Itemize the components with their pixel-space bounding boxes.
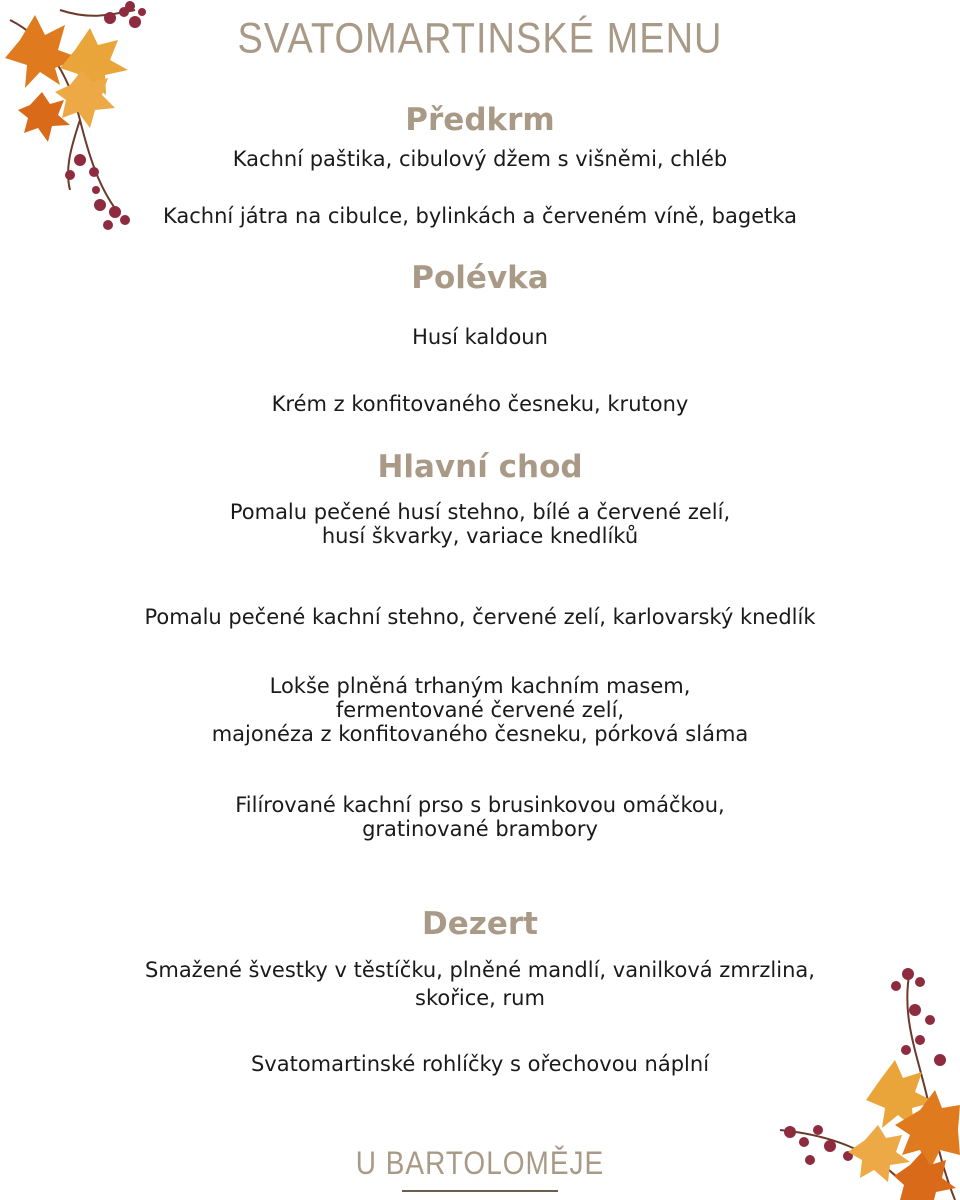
menu-item: Kachní paštika, cibulový džem s višněmi, chléb bbox=[232, 147, 728, 171]
footer-underline bbox=[402, 1190, 558, 1192]
section-heading-polevka: Polévka bbox=[411, 260, 549, 296]
menu-item: Husí kaldoun bbox=[412, 325, 548, 349]
restaurant-footer bbox=[0, 1145, 960, 1192]
menu-item: Smažené švestky v těstíčku, plněné mandlí, vanilková zmrzlina, skořice, rum bbox=[145, 958, 815, 1010]
menu-item: Svatomartinské rohlíčky s ořechovou náplní bbox=[250, 1052, 710, 1076]
menu-item: Pomalu pečené husí stehno, bílé a červené zelí, husí škvarky, variace knedlíků bbox=[229, 500, 731, 548]
menu-item: Krém z konfitovaného česneku, krutony bbox=[271, 392, 689, 416]
section-heading-predkrm: Předkrm bbox=[405, 102, 555, 138]
section-heading-hlavni-chod: Hlavní chod bbox=[377, 449, 583, 485]
menu-title: SVATOMARTINSKÉ MENU bbox=[237, 15, 723, 63]
menu-item: Pomalu pečené kachní stehno, červené zelí, karlovarský knedlík bbox=[144, 605, 816, 629]
menu-item: Lokše plněná trhaným kachním masem, fermentované červené zelí, majonéza z konfitovaného česneku, pórková sláma bbox=[211, 674, 749, 746]
menu-item: Kachní játra na cibulce, bylinkách a červeném víně, bagetka bbox=[162, 204, 798, 228]
section-heading-dezert: Dezert bbox=[422, 906, 538, 942]
menu-item: Filírované kachní prso s brusinkovou omáčkou, gratinované brambory bbox=[235, 793, 725, 841]
restaurant-name: U BARTOLOMĚJE bbox=[355, 1145, 605, 1181]
